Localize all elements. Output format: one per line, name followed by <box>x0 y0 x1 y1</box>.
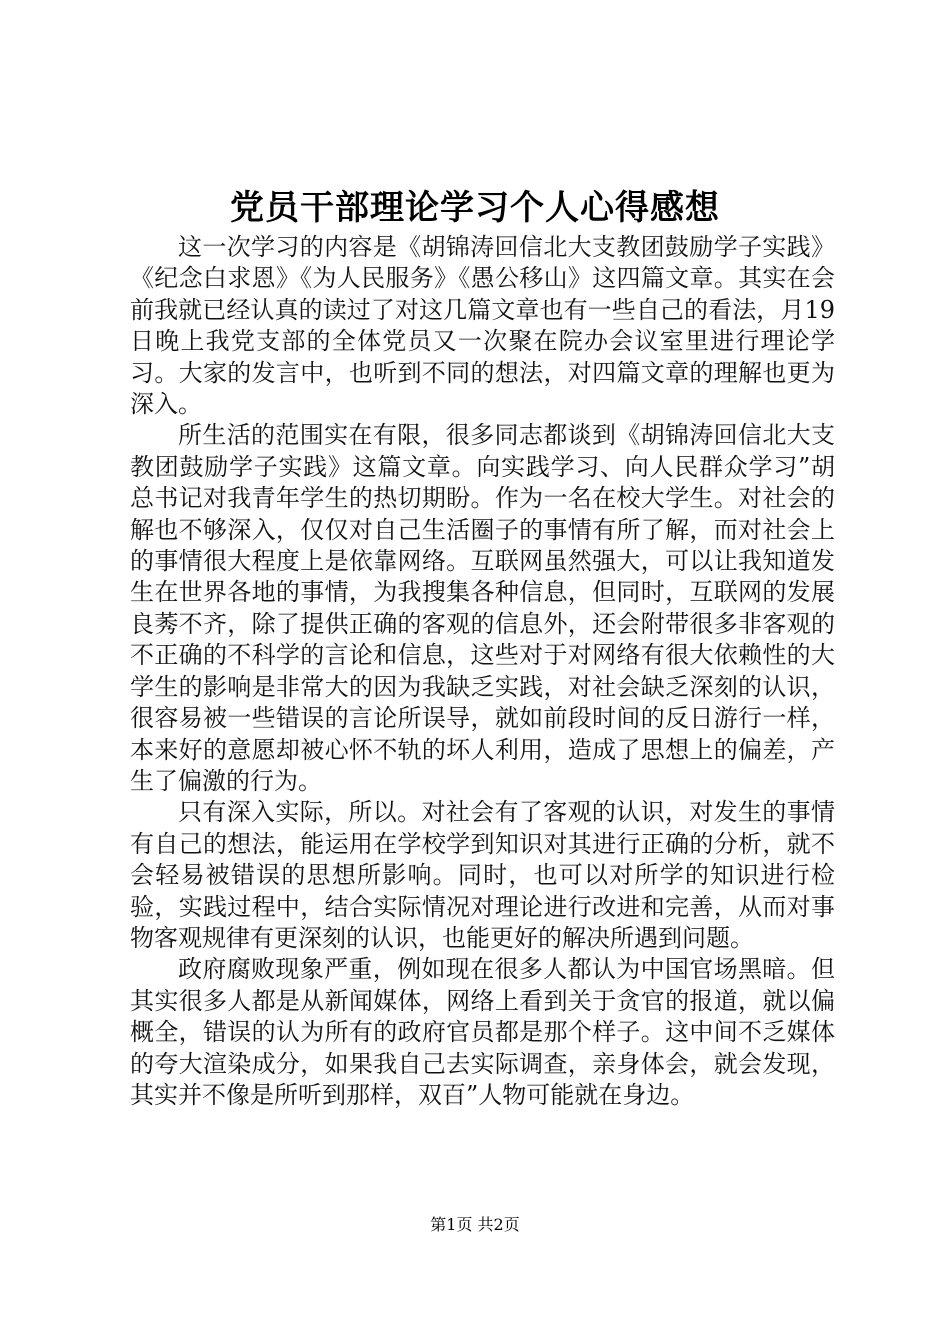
document-body <box>130 232 835 1111</box>
document-title: 党员干部理论学习个人心得感想 <box>230 188 720 228</box>
page-number-footer: 第1页 共2页 <box>430 1215 520 1234</box>
paragraph-2: 所生活的范围实在有限，很多同志都谈到《胡锦涛回信北大支教团鼓励学子实践》这篇文章。向实践学习、向人民群众学习”胡总书记对我青年学生的热切期盼。作为一名在校大学生。对社会的解也不够深入，仅仅对自己生活圈子的事情有所了解，而对社会上的事情很大程度上是依靠网络。互联网虽然强大，可以让我知道发生在世界各地的事情，为我搜集各种信息，但同时，互联网的发展良莠不齐，除了提供正确的客观的信息外，还会附带很多非客观的不正确的不科学的言论和信息，这些对于对网络有很大依赖性的大学生的影响是非常大的因为我缺乏实践，对社会缺乏深刻的认识，很容易被一些错误的言论所误导，就如前段时间的反日游行一样，本来好的意愿却被心怀不轨的坏人利用，造成了思想上的偏差，产生了偏激的行为。 <box>130 421 835 795</box>
paragraph-4: 政府腐败现象严重，例如现在很多人都认为中国官场黑暗。但其实很多人都是从新闻媒体，网络上看到关于贪官的报道，就以偏概全，错误的认为所有的政府官员都是那个样子。这中间不乏媒体的夸大渲染成分，如果我自己去实际调查，亲身体会，就会发现，其实并不像是所听到那样，双百”人物可能就在身边。 <box>130 955 835 1109</box>
paragraph-3: 只有深入实际，所以。对社会有了客观的认识，对发生的事情有自己的想法，能运用在学校学到知识对其进行正确的分析，就不会轻易被错误的思想所影响。同时，也可以对所学的知识进行检验，实践过程中，结合实际情况对理论进行改进和完善，从而对事物客观规律有更深刻的认识，也能更好的解决所遇到问题。 <box>130 798 835 952</box>
paragraph-1: 这一次学习的内容是《胡锦涛回信北大支教团鼓励学子实践》《纪念白求恩》《为人民服务》《愚公移山》这四篇文章。其实在会前我就已经认真的读过了对这几篇文章也有一些自己的看法，月19日晚上我党支部的全体党员又一次聚在院办会议室里进行理论学习。大家的发言中，也听到不同的想法，对四篇文章的理解也更为深入。 <box>130 233 835 419</box>
